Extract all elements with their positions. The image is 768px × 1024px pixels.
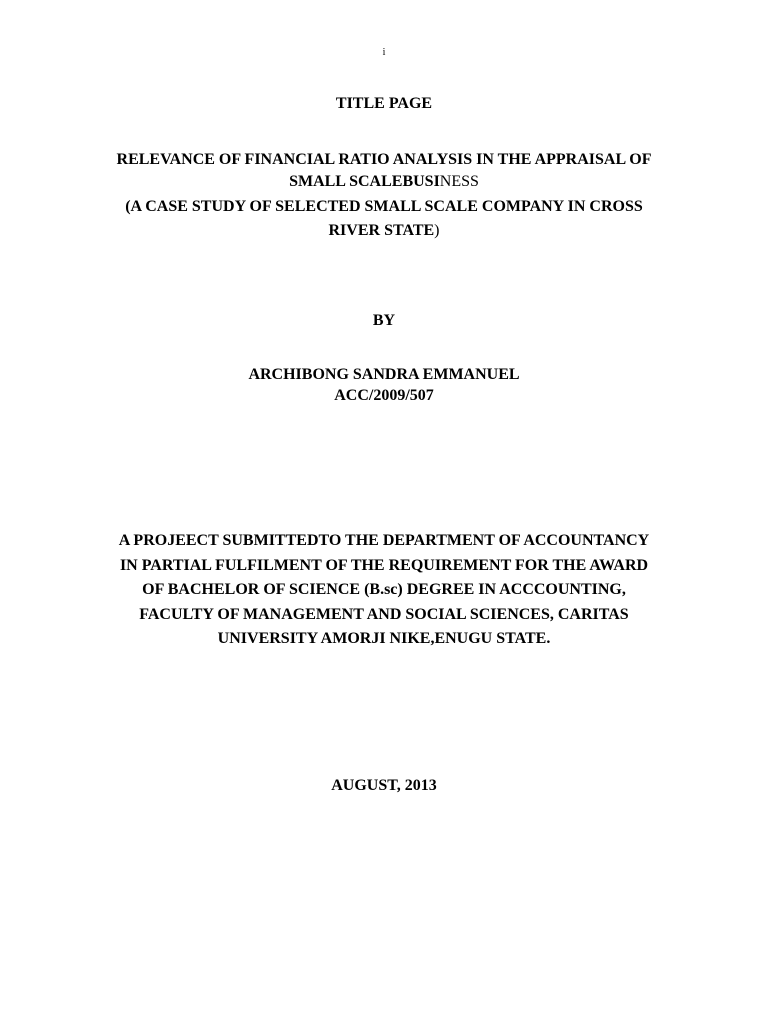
title-line-3: (A CASE STUDY OF SELECTED SMALL SCALE COMPANY IN CROSS — [125, 198, 643, 215]
page-heading: TITLE PAGE — [335, 95, 433, 112]
submission-line-3: OF BACHELOR OF SCIENCE (B.sc) DEGREE IN ACCCOUNTING, — [142, 581, 626, 598]
submission-line-2: IN PARTIAL FULFILMENT OF THE REQUIREMENT FOR THE AWARD — [119, 557, 649, 574]
submission-date: AUGUST, 2013 — [331, 777, 437, 794]
submission-line-5: UNIVERSITY AMORJI NIKE,ENUGU STATE. — [217, 630, 551, 647]
author-name: ARCHIBONG SANDRA EMMANUEL — [248, 366, 520, 383]
title-line-2-normal: NESS — [439, 173, 479, 190]
title-line-4-bold: RIVER STATE — [328, 222, 435, 239]
title-line-2 — [0, 172, 768, 192]
submission-line-1: A PROJEECT SUBMITTEDTO THE DEPARTMENT OF ACCOUNTANCY — [118, 532, 650, 549]
by-label: BY — [372, 312, 396, 329]
author-reg-number: ACC/2009/507 — [334, 387, 434, 404]
title-line-1: RELEVANCE OF FINANCIAL RATIO ANALYSIS IN THE APPRAISAL OF — [116, 151, 652, 168]
page-number: i — [382, 47, 386, 58]
title-line-4 — [0, 221, 768, 241]
title-line-4-normal: ) — [434, 222, 440, 239]
title-line-2-bold: SMALL SCALEBUSI — [289, 173, 440, 190]
submission-line-4: FACULTY OF MANAGEMENT AND SOCIAL SCIENCES, CARITAS — [139, 606, 629, 623]
